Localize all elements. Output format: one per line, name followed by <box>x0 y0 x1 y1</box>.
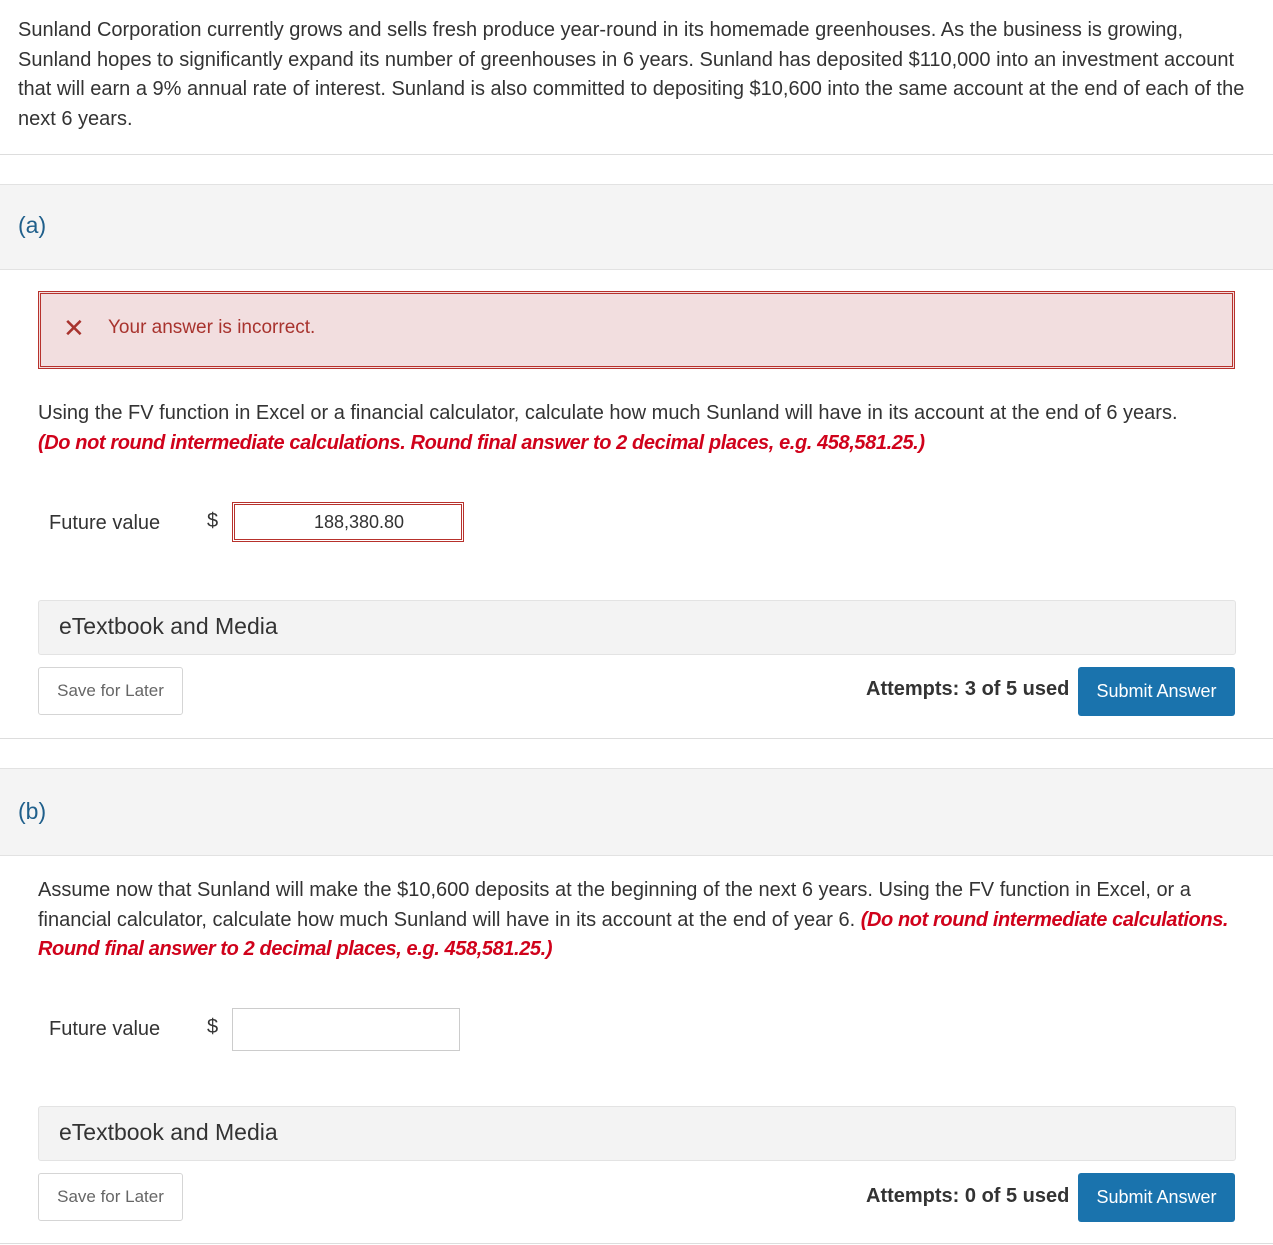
part-b-header <box>0 768 1273 856</box>
attempts-counter: Attempts: 3 of 5 used <box>866 678 1070 700</box>
etextbook-media-panel[interactable] <box>38 600 1236 655</box>
currency-symbol: $ <box>207 1016 219 1038</box>
part-a-label: (a) <box>18 212 47 238</box>
submit-answer-button[interactable]: Submit Answer <box>1078 1173 1235 1222</box>
rounding-instruction: (Do not round intermediate calculations. Round final answer to 2 decimal places, e.g. 458,581.25.) <box>38 431 925 454</box>
attempts-counter: Attempts: 0 of 5 used <box>866 1185 1070 1207</box>
part-b-label: (b) <box>18 798 47 824</box>
future-value-input[interactable]: 188,380.80 <box>232 502 464 542</box>
question-text: Using the FV function in Excel or a financial calculator, calculate how much Sunland will have in its account at the end of 6 years. <box>38 402 1178 424</box>
alert-message: Your answer is incorrect. <box>108 317 316 338</box>
rounding-instruction: (Do not round intermediate calculations. Round final answer to 2 decimal places, e.g. 458,581.25.) <box>38 908 1229 960</box>
future-value-label: Future value <box>49 512 161 534</box>
part-a-question <box>38 399 1248 458</box>
part-a-header <box>0 184 1273 270</box>
problem-intro: Sunland Corporation currently grows and sells fresh produce year-round in its homemade greenhouses. As the business is growing, Sunland hopes to significantly expand its number of greenhouses in 6 years. Sunland has deposited $110,000 into an investment account that will earn a 9% annual rate of interest. Sunland is also committed to depositing $10,600 into the same account at the end of each of the next 6 years. <box>18 19 1245 130</box>
divider <box>0 1243 1273 1244</box>
part-b-question <box>38 876 1248 965</box>
save-for-later-button[interactable]: Save for Later <box>38 1173 183 1221</box>
future-value-label: Future value <box>49 1018 161 1040</box>
divider <box>0 738 1273 739</box>
future-value-input[interactable] <box>232 1008 460 1051</box>
question-text: Assume now that Sunland will make the $10,600 deposits at the beginning of the next 6 years. Using the FV function in Excel, or a financial calculator, calculate how much Sunland will have in its account at the end of year 6. <box>38 879 1191 931</box>
save-for-later-button[interactable]: Save for Later <box>38 667 183 715</box>
divider <box>0 154 1273 155</box>
incorrect-alert <box>38 291 1235 369</box>
currency-symbol: $ <box>207 510 219 532</box>
etextbook-media-panel[interactable] <box>38 1106 1236 1161</box>
x-icon: ✕ <box>63 313 85 343</box>
etextbook-media-label: eTextbook and Media <box>59 1119 278 1145</box>
submit-answer-button[interactable]: Submit Answer <box>1078 667 1235 716</box>
etextbook-media-label: eTextbook and Media <box>59 613 278 639</box>
